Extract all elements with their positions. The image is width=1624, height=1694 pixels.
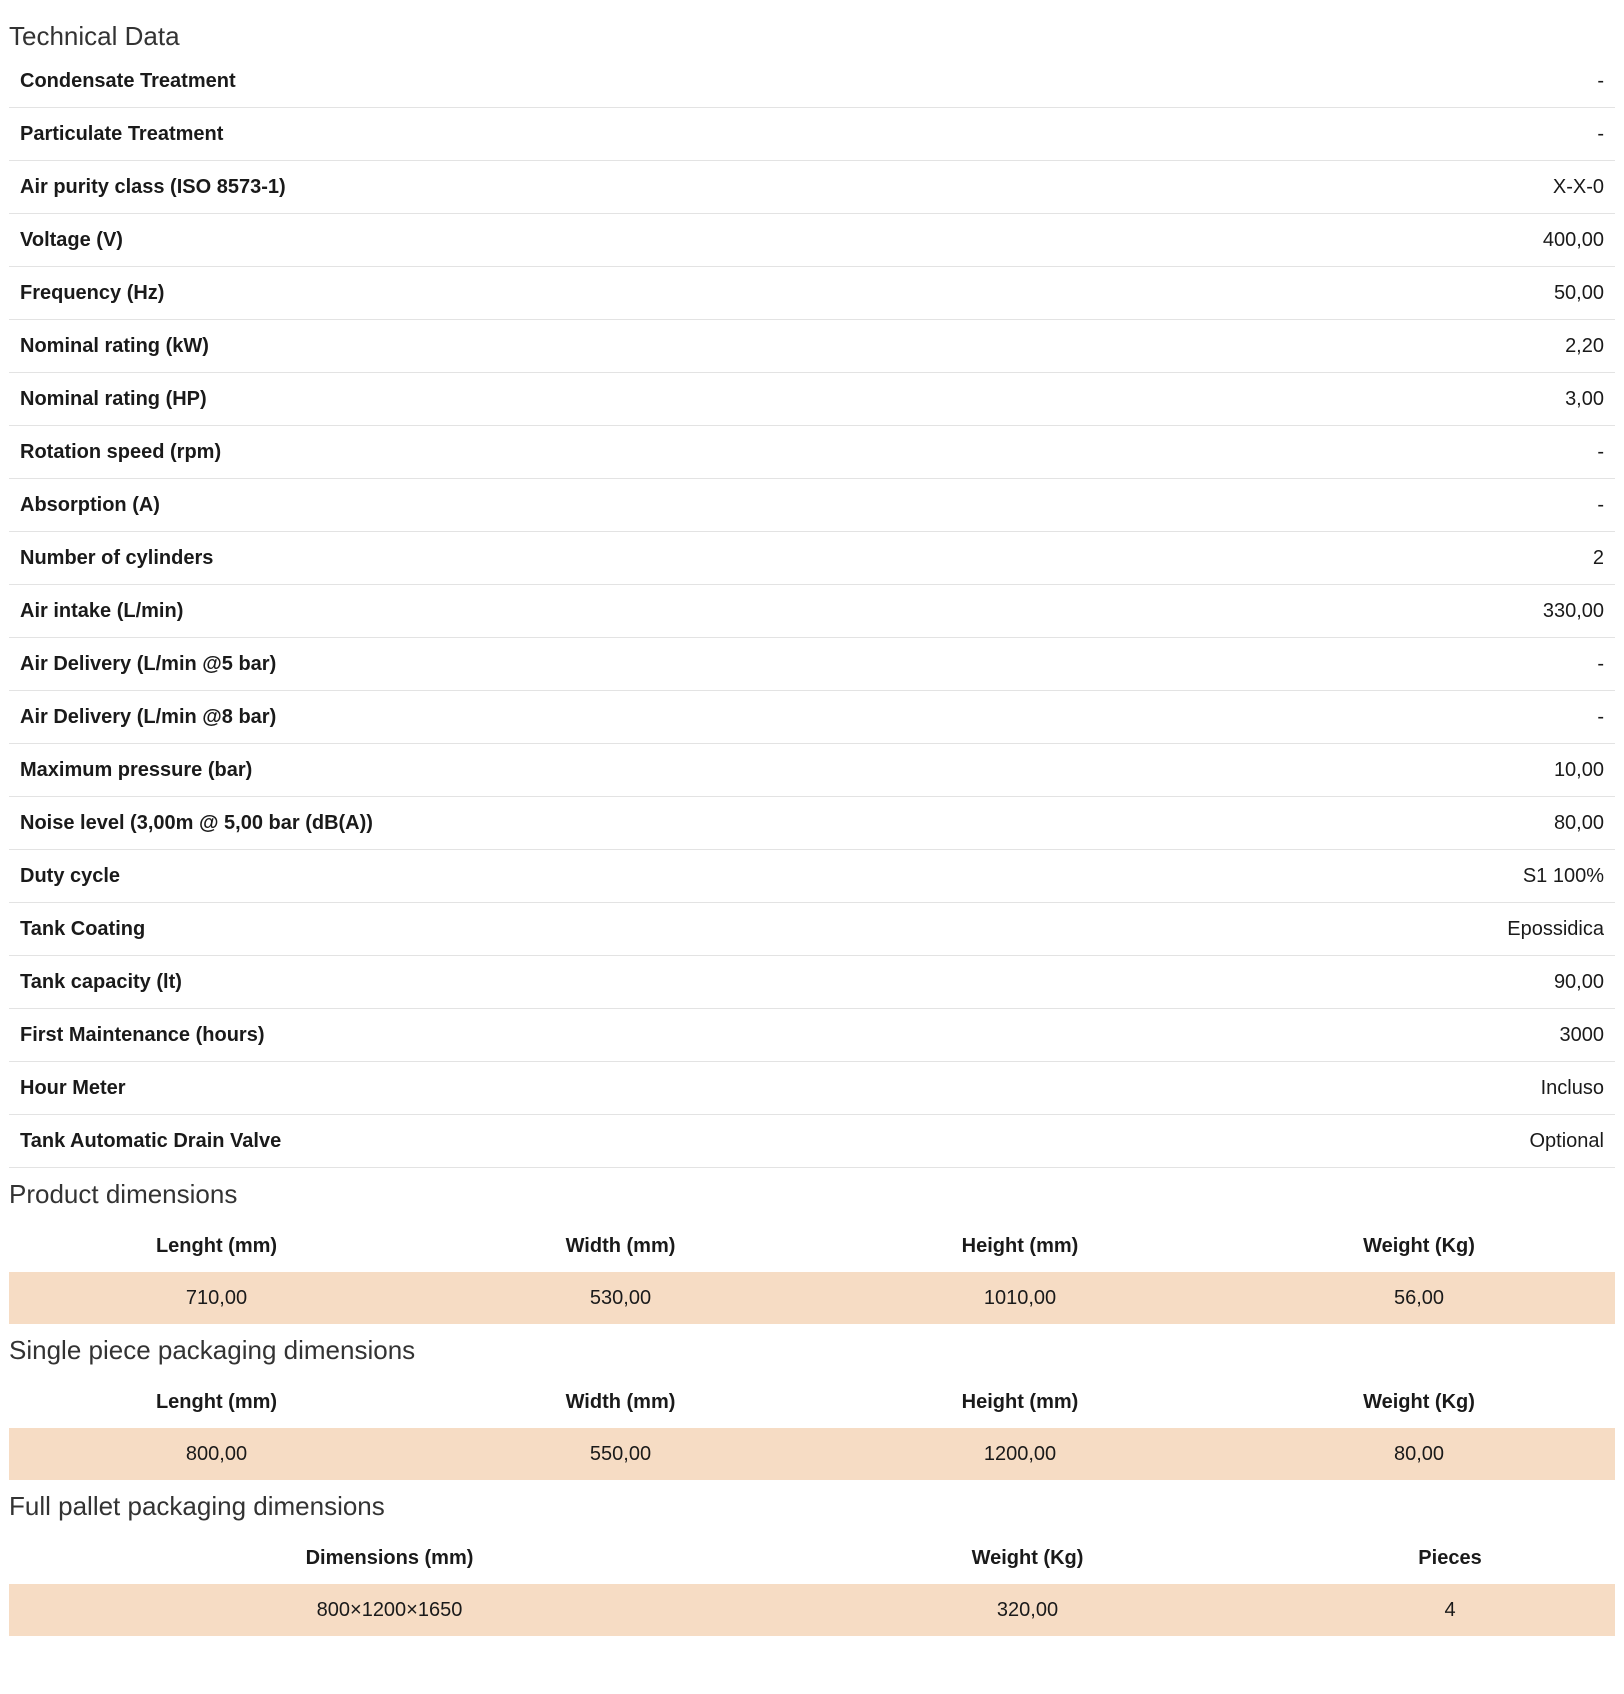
- product-width-value: 530,00: [424, 1272, 817, 1324]
- spec-label: Tank capacity (lt): [9, 956, 1109, 1009]
- product-weight-value: 56,00: [1223, 1272, 1615, 1324]
- single-packaging-table: [9, 1376, 1615, 1480]
- spec-value: 10,00: [1109, 744, 1615, 797]
- single-width-header: Width (mm): [565, 1390, 676, 1413]
- spec-row: [9, 55, 1615, 108]
- single-weight-header: Weight (Kg): [1363, 1390, 1475, 1413]
- spec-row: [9, 691, 1615, 744]
- pallet-weight-value: 320,00: [770, 1584, 1285, 1636]
- pallet-dimensions-header: Dimensions (mm): [305, 1546, 474, 1569]
- pallet-weight-header: Weight (Kg): [971, 1546, 1084, 1569]
- spec-label: Frequency (Hz): [9, 267, 1109, 320]
- spec-label: Hour Meter: [9, 1062, 1109, 1115]
- spec-value: 400,00: [1109, 214, 1615, 267]
- product-weight-header: Weight (Kg): [1363, 1234, 1475, 1257]
- technical-data-rows: [9, 55, 1615, 1168]
- technical-data-title: Technical Data: [9, 21, 180, 51]
- spec-value: 2,20: [1109, 320, 1615, 373]
- product-dimensions-header-row: [9, 1220, 1615, 1272]
- spec-label: Tank Coating: [9, 903, 1109, 956]
- spec-row: [9, 744, 1615, 797]
- spec-label: Nominal rating (HP): [9, 373, 1109, 426]
- spec-row: [9, 108, 1615, 161]
- spec-label: First Maintenance (hours): [9, 1009, 1109, 1062]
- technical-data-table: [9, 55, 1615, 1168]
- spec-value: -: [1109, 479, 1615, 532]
- spec-row: [9, 585, 1615, 638]
- spec-label: Noise level (3,00m @ 5,00 bar (dB(A)): [9, 797, 1109, 850]
- spec-row: [9, 638, 1615, 691]
- single-length-value: 800,00: [9, 1428, 424, 1480]
- product-dimensions-value-row: [9, 1272, 1615, 1324]
- spec-row: [9, 903, 1615, 956]
- spec-value: Optional: [1109, 1115, 1615, 1168]
- product-height-header: Height (mm): [961, 1234, 1079, 1257]
- spec-value: 2: [1109, 532, 1615, 585]
- spec-value: 80,00: [1109, 797, 1615, 850]
- technical-data-page: [9, 0, 1615, 1636]
- spec-label: Voltage (V): [9, 214, 1109, 267]
- spec-value: 3000: [1109, 1009, 1615, 1062]
- spec-row: [9, 426, 1615, 479]
- pallet-packaging-table: [9, 1532, 1615, 1636]
- spec-label: Air Delivery (L/min @5 bar): [9, 638, 1109, 691]
- spec-value: 50,00: [1109, 267, 1615, 320]
- pallet-pieces-header: Pieces: [1418, 1546, 1482, 1569]
- spec-label: Air Delivery (L/min @8 bar): [9, 691, 1109, 744]
- spec-row: [9, 320, 1615, 373]
- spec-row: [9, 850, 1615, 903]
- product-width-header: Width (mm): [565, 1234, 676, 1257]
- single-packaging-header-row: [9, 1376, 1615, 1428]
- spec-label: Air purity class (ISO 8573-1): [9, 161, 1109, 214]
- spec-label: Nominal rating (kW): [9, 320, 1109, 373]
- spec-row: [9, 956, 1615, 1009]
- spec-value: Epossidica: [1109, 903, 1615, 956]
- single-height-header: Height (mm): [961, 1390, 1079, 1413]
- product-length-header: Lenght (mm): [155, 1234, 278, 1257]
- spec-value: S1 100%: [1109, 850, 1615, 903]
- product-dimensions-title: Product dimensions: [9, 1179, 238, 1209]
- spec-label: Particulate Treatment: [9, 108, 1109, 161]
- single-width-value: 550,00: [424, 1428, 817, 1480]
- spec-value: -: [1109, 426, 1615, 479]
- spec-value: -: [1109, 55, 1615, 108]
- pallet-packaging-title: Full pallet packaging dimensions: [9, 1491, 385, 1521]
- product-dimensions-table: [9, 1220, 1615, 1324]
- single-height-value: 1200,00: [817, 1428, 1223, 1480]
- single-weight-value: 80,00: [1223, 1428, 1615, 1480]
- single-length-header: Lenght (mm): [155, 1390, 278, 1413]
- spec-row: [9, 373, 1615, 426]
- spec-label: Duty cycle: [9, 850, 1109, 903]
- spec-label: Tank Automatic Drain Valve: [9, 1115, 1109, 1168]
- pallet-packaging-header-row: [9, 1532, 1615, 1584]
- spec-label: Absorption (A): [9, 479, 1109, 532]
- spec-value: X-X-0: [1109, 161, 1615, 214]
- spec-row: [9, 1115, 1615, 1168]
- spec-value: -: [1109, 108, 1615, 161]
- product-height-value: 1010,00: [817, 1272, 1223, 1324]
- product-length-value: 710,00: [9, 1272, 424, 1324]
- spec-value: Incluso: [1109, 1062, 1615, 1115]
- pallet-pieces-value: 4: [1285, 1584, 1615, 1636]
- spec-value: 90,00: [1109, 956, 1615, 1009]
- spec-row: [9, 161, 1615, 214]
- spec-value: -: [1109, 638, 1615, 691]
- spec-label: Number of cylinders: [9, 532, 1109, 585]
- spec-row: [9, 532, 1615, 585]
- pallet-dimensions-value: 800×1200×1650: [9, 1584, 770, 1636]
- spec-row: [9, 479, 1615, 532]
- single-packaging-title: Single piece packaging dimensions: [9, 1335, 416, 1365]
- spec-row: [9, 214, 1615, 267]
- spec-value: -: [1109, 691, 1615, 744]
- spec-label: Condensate Treatment: [9, 55, 1109, 108]
- spec-row: [9, 267, 1615, 320]
- spec-value: 330,00: [1109, 585, 1615, 638]
- spec-label: Rotation speed (rpm): [9, 426, 1109, 479]
- spec-label: Maximum pressure (bar): [9, 744, 1109, 797]
- spec-value: 3,00: [1109, 373, 1615, 426]
- single-packaging-value-row: [9, 1428, 1615, 1480]
- spec-label: Air intake (L/min): [9, 585, 1109, 638]
- spec-row: [9, 1009, 1615, 1062]
- spec-row: [9, 797, 1615, 850]
- pallet-packaging-value-row: [9, 1584, 1615, 1636]
- spec-row: [9, 1062, 1615, 1115]
